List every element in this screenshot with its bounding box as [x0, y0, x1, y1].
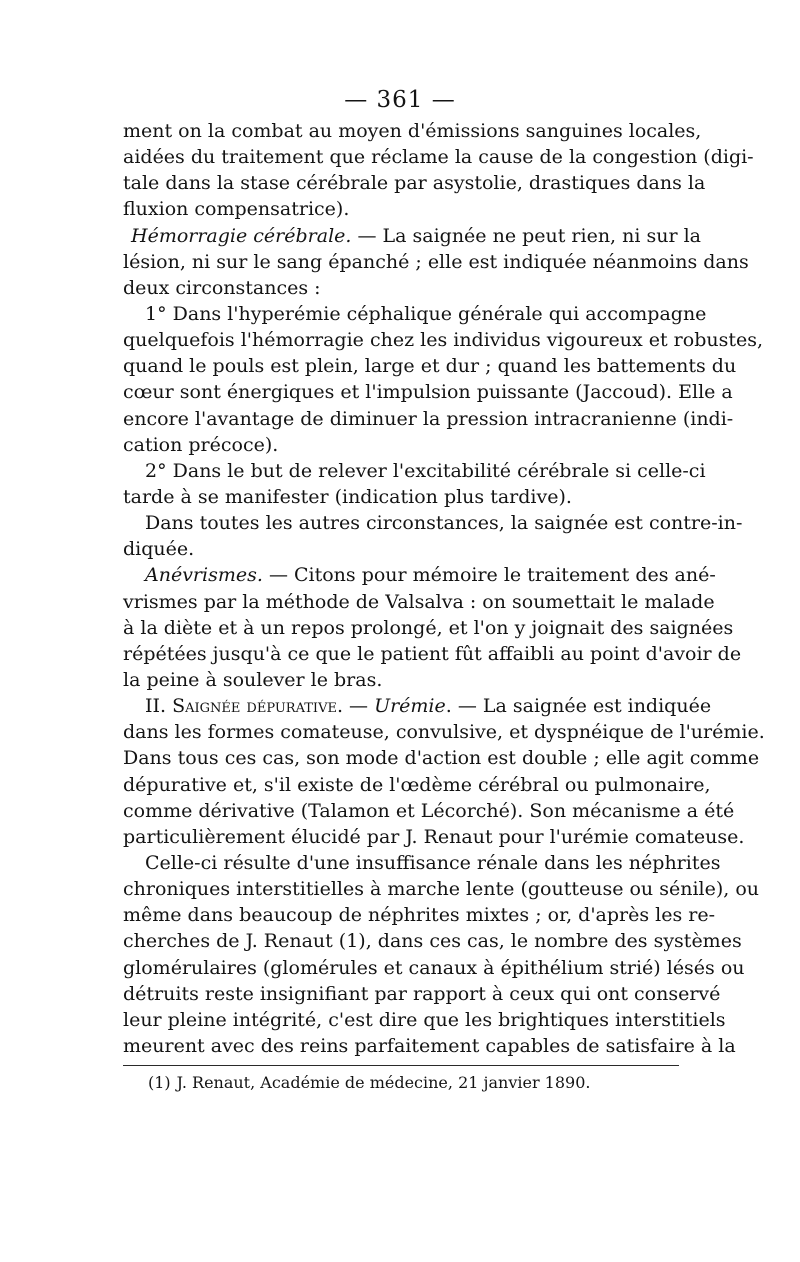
section-subtitle: Urémie — [374, 695, 446, 718]
text-line: quand le pouls est plein, large et dur ; quand les battements du — [123, 355, 737, 378]
text-line: vrismes par la méthode de Valsalva : on soumettait le malade — [123, 590, 715, 613]
text-line: quelquefois l'hémorragie chez les individus vigoureux et robustes, — [123, 329, 764, 352]
text-line: 2° Dans le but de relever l'excitabilité cérébrale si celle-ci — [145, 459, 706, 482]
text-line: tale dans la stase cérébrale par asystolie, drastiques dans la — [123, 172, 706, 195]
text-line: même dans beaucoup de néphrites mixtes ; or, d'après les re- — [123, 904, 716, 927]
body-text — [123, 118, 765, 1059]
text-line: glomérulaires (glomérules et canaux à épithélium strié) lésés ou — [123, 956, 745, 979]
footnote — [148, 1070, 590, 1096]
text-line: comme dérivative (Talamon et Lécorché). Son mécanisme a été — [123, 799, 735, 822]
section-title: Hémorragie cérébrale. — [131, 224, 352, 247]
text-line: encore l'avantage de diminuer la pression intracranienne (indi- — [123, 407, 734, 430]
text-line: Celle-ci résulte d'une insuffisance rénale dans les néphrites — [145, 851, 721, 874]
footnote-divider — [123, 1065, 679, 1066]
text-line: cation précoce). — [123, 433, 279, 456]
text-line: cherches de J. Renaut (1), dans ces cas, le nombre des systèmes — [123, 930, 742, 953]
text-line: Dans tous ces cas, son mode d'action est double ; elle agit comme — [123, 747, 760, 770]
text-line: aidées du traitement que réclame la cause de la congestion (digi- — [123, 146, 754, 169]
text-line: Dans toutes les autres circonstances, la saignée est contre-in- — [145, 512, 743, 535]
text-line: chroniques interstitielles à marche lente (goutteuse ou sénile), ou — [123, 878, 760, 901]
text-line: deux circonstances : — [123, 276, 321, 299]
text-line: dépurative et, s'il existe de l'œdème cérébral ou pulmonaire, — [123, 773, 711, 796]
text-line: répétées jusqu'à ce que le patient fût affaibli au point d'avoir de — [123, 642, 742, 665]
section-heading-line: Anévrismes. — Citons pour mémoire le traitement des ané- — [145, 564, 716, 587]
text-line: la peine à soulever le bras. — [123, 668, 383, 691]
text-line: fluxion compensatrice). — [123, 198, 350, 221]
section-title-smallcaps: Saignée dépurative — [172, 695, 337, 718]
text-line: cœur sont énergiques et l'impulsion puissante (Jaccoud). Elle a — [123, 381, 733, 404]
text-line: lésion, ni sur le sang épanché ; elle est indiquée néanmoins dans — [123, 250, 749, 273]
section-title: Anévrismes. — [145, 564, 263, 587]
section-heading-line: Hémorragie cérébrale. — La saignée ne peut rien, ni sur la — [131, 224, 702, 247]
text-line: ment on la combat au moyen d'émissions sanguines locales, — [123, 120, 702, 142]
text-line: particulièrement élucidé par J. Renaut pour l'urémie comateuse. — [123, 825, 745, 848]
footnote-ref: (1) — [148, 1073, 171, 1092]
text-line: diquée. — [123, 538, 195, 561]
text-line: leur pleine intégrité, c'est dire que les brightiques interstitiels — [123, 1008, 726, 1031]
section-heading-line: II. Saignée dépurative. — Urémie. — La saignée est indiquée — [145, 695, 712, 718]
text-line: détruits reste insignifiant par rapport à ceux qui ont conservé — [123, 982, 721, 1005]
page-number: — 361 — — [344, 87, 456, 113]
text-line: tarde à se manifester (indication plus tardive). — [123, 485, 572, 508]
text-line: à la diète et à un repos prolongé, et l'on y joignait des saignées — [123, 616, 734, 639]
text-line: 1° Dans l'hyperémie céphalique générale qui accompagne — [145, 302, 707, 325]
text-line: dans les formes comateuse, convulsive, et dyspnéique de l'urémie. — [123, 721, 765, 744]
text-line: meurent avec des reins parfaitement capables de satisfaire à la — [123, 1034, 736, 1057]
footnote-text: J. Renaut, Académie de médecine, 21 janvier 1890. — [176, 1073, 591, 1092]
